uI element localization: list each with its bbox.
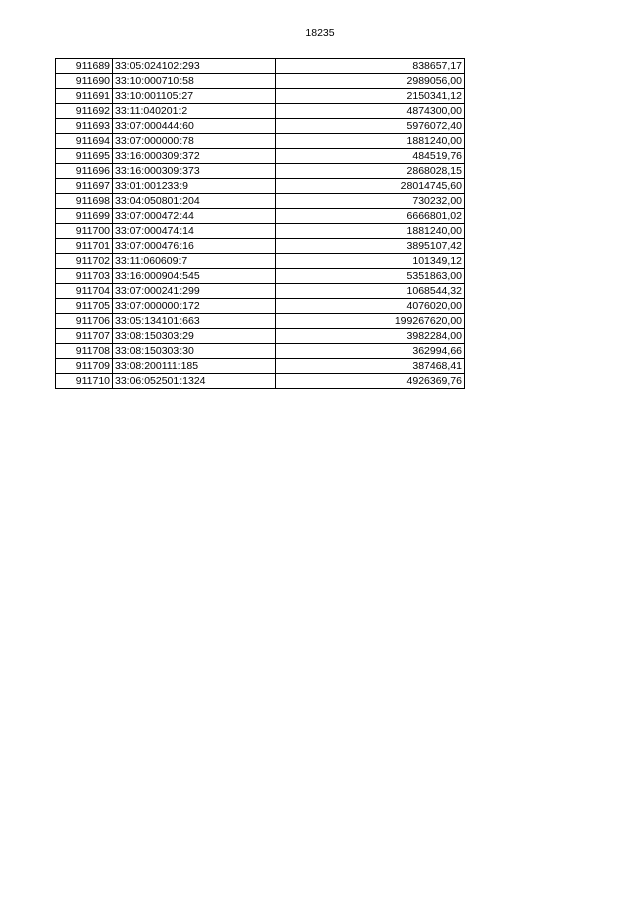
cadastral-value-cell: 2868028,15 [276, 164, 465, 179]
row-id-cell: 911690 [56, 74, 113, 89]
cadastral-value-cell: 484519,76 [276, 149, 465, 164]
cadastral-number-cell: 33:05:134101:663 [113, 314, 276, 329]
table-row [56, 104, 465, 119]
row-id-cell: 911705 [56, 299, 113, 314]
row-id-cell: 911710 [56, 374, 113, 389]
cadastral-number-cell: 33:08:150303:29 [113, 329, 276, 344]
cadastral-number-cell: 33:05:024102:293 [113, 59, 276, 74]
cadastral-number-cell: 33:07:000000:172 [113, 299, 276, 314]
cadastral-value-table [55, 58, 465, 389]
cadastral-value-cell: 730232,00 [276, 194, 465, 209]
cadastral-number-cell: 33:07:000241:299 [113, 284, 276, 299]
cadastral-number-cell: 33:07:000472:44 [113, 209, 276, 224]
table-row [56, 89, 465, 104]
cadastral-number-cell: 33:07:000474:14 [113, 224, 276, 239]
table-row [56, 374, 465, 389]
cadastral-value-cell: 1881240,00 [276, 224, 465, 239]
table-row [56, 329, 465, 344]
table-row [56, 179, 465, 194]
cadastral-number-cell: 33:06:052501:1324 [113, 374, 276, 389]
cadastral-number-cell: 33:08:200111:185 [113, 359, 276, 374]
cadastral-value-cell: 3895107,42 [276, 239, 465, 254]
cadastral-number-cell: 33:07:000444:60 [113, 119, 276, 134]
cadastral-number-cell: 33:16:000309:373 [113, 164, 276, 179]
row-id-cell: 911703 [56, 269, 113, 284]
table-row [56, 194, 465, 209]
cadastral-value-cell: 362994,66 [276, 344, 465, 359]
cadastral-value-cell: 5351863,00 [276, 269, 465, 284]
row-id-cell: 911706 [56, 314, 113, 329]
table-row [56, 359, 465, 374]
cadastral-number-cell: 33:07:000000:78 [113, 134, 276, 149]
table-row [56, 209, 465, 224]
cadastral-value-cell: 4874300,00 [276, 104, 465, 119]
row-id-cell: 911691 [56, 89, 113, 104]
cadastral-value-cell: 387468,41 [276, 359, 465, 374]
row-id-cell: 911692 [56, 104, 113, 119]
cadastral-value-cell: 5976072,40 [276, 119, 465, 134]
row-id-cell: 911709 [56, 359, 113, 374]
table-row [56, 284, 465, 299]
table-row [56, 59, 465, 74]
cadastral-value-cell: 101349,12 [276, 254, 465, 269]
cadastral-value-cell: 1068544,32 [276, 284, 465, 299]
cadastral-number-cell: 33:16:000309:372 [113, 149, 276, 164]
cadastral-number-cell: 33:11:060609:7 [113, 254, 276, 269]
row-id-cell: 911697 [56, 179, 113, 194]
cadastral-value-cell: 28014745,60 [276, 179, 465, 194]
row-id-cell: 911696 [56, 164, 113, 179]
cadastral-number-cell: 33:07:000476:16 [113, 239, 276, 254]
cadastral-value-cell: 4076020,00 [276, 299, 465, 314]
row-id-cell: 911693 [56, 119, 113, 134]
table-row [56, 299, 465, 314]
table-row [56, 149, 465, 164]
row-id-cell: 911707 [56, 329, 113, 344]
row-id-cell: 911689 [56, 59, 113, 74]
cadastral-number-cell: 33:10:001105:27 [113, 89, 276, 104]
cadastral-number-cell: 33:16:000904:545 [113, 269, 276, 284]
table-row [56, 239, 465, 254]
row-id-cell: 911704 [56, 284, 113, 299]
table-row [56, 254, 465, 269]
row-id-cell: 911708 [56, 344, 113, 359]
cadastral-number-cell: 33:10:000710:58 [113, 74, 276, 89]
cadastral-number-cell: 33:08:150303:30 [113, 344, 276, 359]
row-id-cell: 911700 [56, 224, 113, 239]
cadastral-number-cell: 33:01:001233:9 [113, 179, 276, 194]
cadastral-value-cell: 3982284,00 [276, 329, 465, 344]
row-id-cell: 911695 [56, 149, 113, 164]
table-row [56, 224, 465, 239]
page-number: 18235 [305, 27, 335, 39]
cadastral-value-cell: 4926369,76 [276, 374, 465, 389]
cadastral-number-cell: 33:11:040201:2 [113, 104, 276, 119]
cadastral-value-cell: 2150341,12 [276, 89, 465, 104]
table-row [56, 164, 465, 179]
table-row [56, 119, 465, 134]
row-id-cell: 911702 [56, 254, 113, 269]
table-row [56, 74, 465, 89]
table-row [56, 344, 465, 359]
table-body [56, 59, 465, 389]
row-id-cell: 911694 [56, 134, 113, 149]
row-id-cell: 911701 [56, 239, 113, 254]
cadastral-number-cell: 33:04:050801:204 [113, 194, 276, 209]
table-row [56, 134, 465, 149]
cadastral-value-cell: 2989056,00 [276, 74, 465, 89]
table-row [56, 269, 465, 284]
cadastral-value-cell: 1881240,00 [276, 134, 465, 149]
row-id-cell: 911699 [56, 209, 113, 224]
cadastral-value-cell: 199267620,00 [276, 314, 465, 329]
table-row [56, 314, 465, 329]
row-id-cell: 911698 [56, 194, 113, 209]
cadastral-value-cell: 6666801,02 [276, 209, 465, 224]
cadastral-value-cell: 838657,17 [276, 59, 465, 74]
